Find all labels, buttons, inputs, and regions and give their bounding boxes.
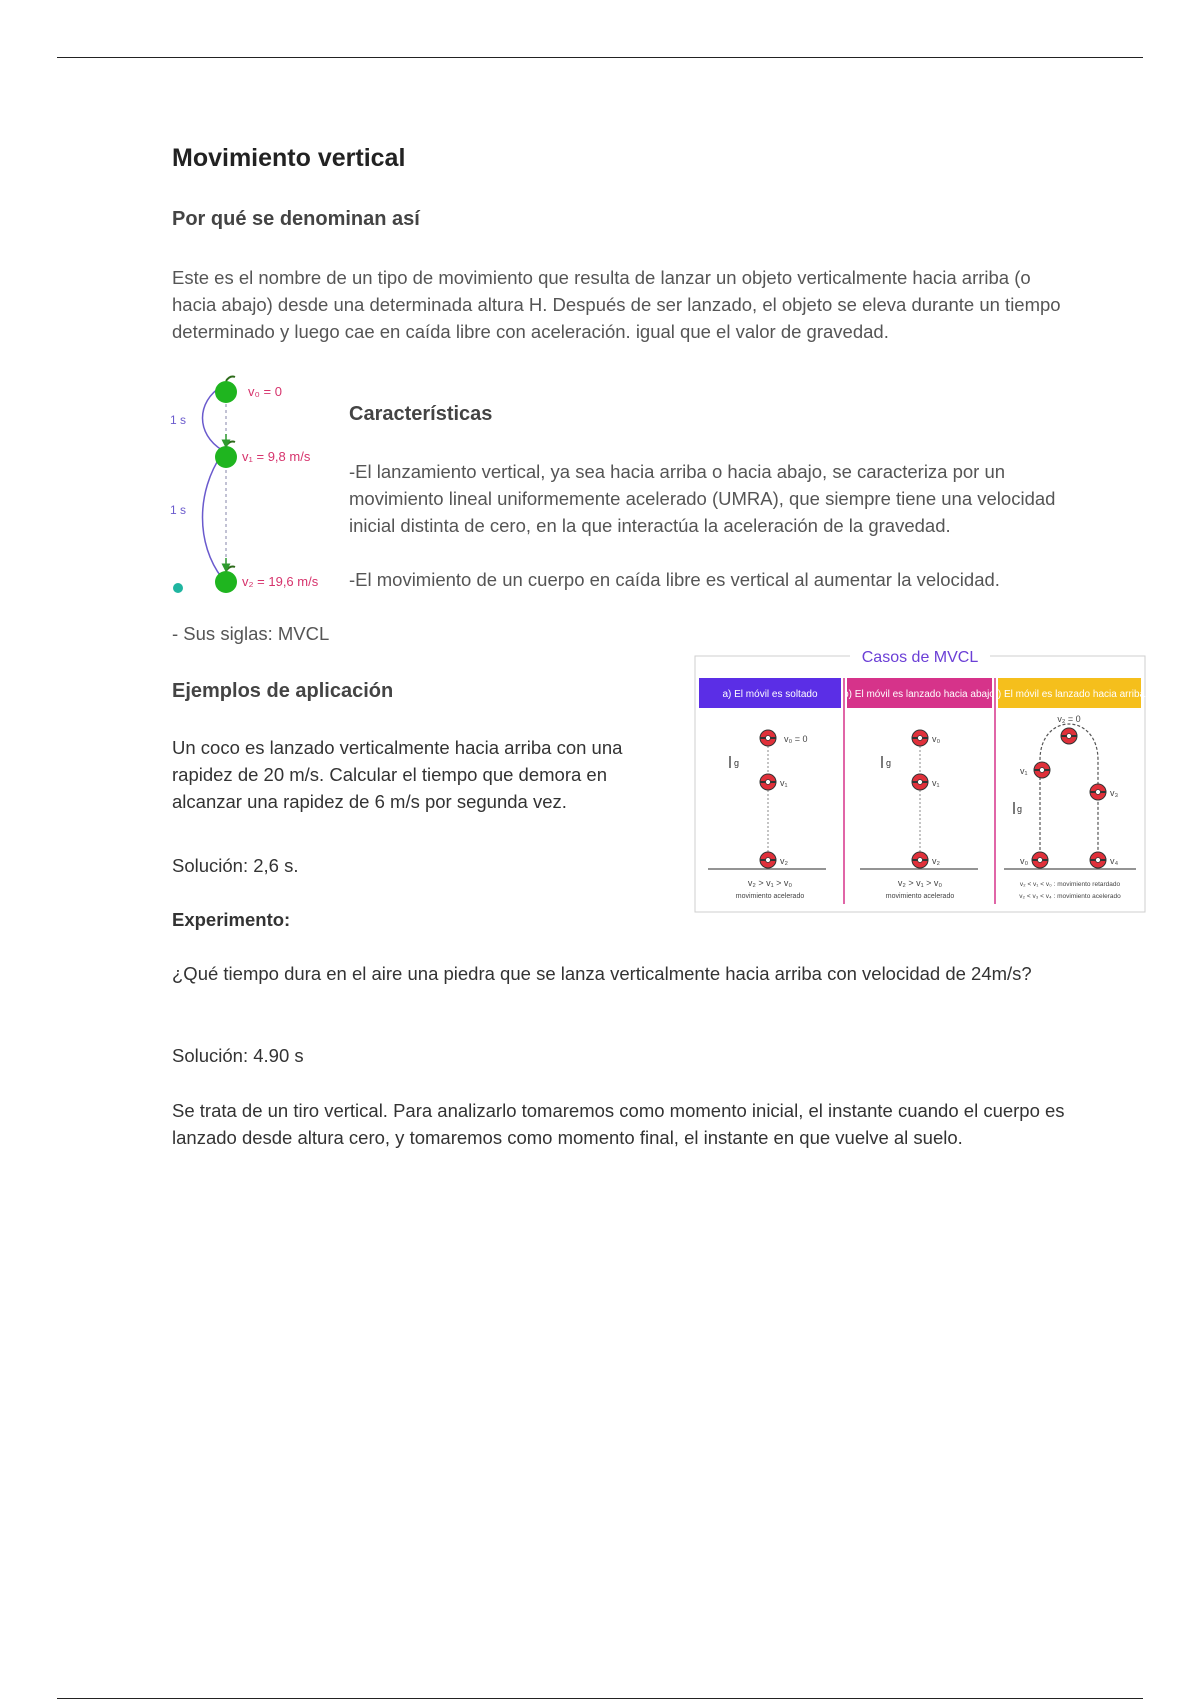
mvcl-cases-figure (694, 642, 1146, 914)
bottom-rule (57, 1698, 1143, 1699)
ball-icon (760, 852, 776, 868)
ball-icon (912, 730, 928, 746)
panel-a-kind: movimiento acelerado (735, 893, 805, 900)
panel-c-relation-2: v₂ < v₃ < v₄ : movimiento acelerado (1019, 893, 1121, 900)
panel-b-v2: v₂ (932, 856, 940, 866)
ball-icon (1090, 784, 1106, 800)
time-label-2: 1 s (170, 503, 187, 517)
section-heading-caracteristicas: Características (349, 403, 493, 425)
ball-icon (1032, 852, 1048, 868)
caracteristicas-paragraph-1: -El lanzamiento vertical, ya sea hacia arriba o hacia abajo, se caracteriza por un movimiento lineal uniformemente acelerado (UMRA), que siempre tiene una velocidad inicial distinta de cero, en la que interactúa la aceleración de la gravedad. (349, 461, 1056, 536)
panel-c-v3: v₃ (1110, 788, 1119, 798)
panel-a-g: g (734, 758, 740, 768)
ball-icon (1034, 762, 1050, 778)
section-heading-denominacion: Por qué se denominan así (172, 208, 420, 230)
ball-icon (912, 774, 928, 790)
ball-icon (1090, 852, 1106, 868)
panel-a-v2: v₂ (780, 856, 788, 866)
panel-c-v4: v₄ (1110, 856, 1119, 866)
apple-icon (215, 567, 237, 594)
ball-icon (760, 774, 776, 790)
figure-title: Casos de MVCL (861, 649, 979, 666)
velocity-label-v0: v₀ = 0 (248, 384, 282, 399)
panel-b-relation: v₂ > v₁ > v₀ (897, 878, 943, 888)
ground-dot (173, 583, 183, 593)
velocity-label-v1: v₁ = 9,8 m/s (242, 449, 311, 464)
section-heading-ejemplos: Ejemplos de aplicación (172, 680, 394, 702)
ball-icon (912, 852, 928, 868)
experimento-question: ¿Qué tiempo dura en el aire una piedra que se lanza verticalmente hacia arriba con velocidad de 24m/s? (172, 963, 1032, 984)
panel-a-relation: v₂ > v₁ > v₀ (747, 878, 793, 888)
panel-a-v0: v₀ = 0 (784, 734, 808, 744)
panel-a-header-label: a) El móvil es soltado (722, 689, 818, 700)
panel-b-header-label: b) El móvil es lanzado hacia abajo (843, 689, 995, 700)
page-title: Movimiento vertical (172, 144, 406, 172)
panel-b-v0: v₀ (932, 734, 941, 744)
siglas-text: - Sus siglas: MVCL (172, 623, 330, 644)
panel-c-header-label: c) El móvil es lanzado hacia arriba (992, 689, 1146, 700)
ejemplo-problem-text: Un coco es lanzado verticalmente hacia arriba con una rapidez de 20 m/s. Calcular el tiempo que demora en alcanzar una rapidez de 6 m/s por segunda vez. (172, 737, 623, 812)
experimento-explanation: Se trata de un tiro vertical. Para analizarlo tomaremos como momento inicial, el instante cuando el cuerpo es lanzado desde altura cero, y tomaremos como momento final, el instante en que vuelve al suelo. (172, 1100, 1065, 1148)
ejemplo-solution-text: Solución: 2,6 s. (172, 855, 299, 876)
panel-c-top: v₂ = 0 (1057, 714, 1081, 724)
ball-icon (760, 730, 776, 746)
panel-c-v0: v₀ (1020, 856, 1029, 866)
apple-icon (215, 442, 237, 469)
time-label-1: 1 s (170, 413, 187, 427)
ball-icon (1061, 728, 1077, 744)
panel-c-g: g (1017, 804, 1023, 814)
interval-brace-2 (203, 454, 223, 578)
panel-c-v1: v₁ (1020, 766, 1028, 776)
experimento-solution: Solución: 4.90 s (172, 1045, 304, 1066)
panel-a-v1: v₁ (780, 778, 788, 788)
top-rule (57, 57, 1143, 58)
apple-icon (215, 377, 237, 404)
section-body-denominacion: Este es el nombre de un tipo de movimiento que resulta de lanzar un objeto verticalmente hacia arriba (o hacia abajo) desde una determinada altura H. Después de ser lanzado, el objeto se eleva durante un tiempo determinado y luego cae en caída libre con aceleración. igual que el valor de gravedad. (172, 267, 1061, 342)
caracteristicas-paragraph-2: -El movimiento de un cuerpo en caída libre es vertical al aumentar la velocidad. (349, 569, 1000, 590)
section-heading-experimento: Experimento: (172, 909, 291, 930)
apple-free-fall-figure (168, 372, 340, 612)
panel-c-relation-1: v₂ < v₁ < v₀ : movimiento retardado (1019, 881, 1121, 888)
panel-b-g: g (886, 758, 892, 768)
velocity-label-v2: v₂ = 19,6 m/s (242, 574, 319, 589)
panel-b-kind: movimiento acelerado (885, 893, 955, 900)
panel-b-v1: v₁ (932, 778, 940, 788)
